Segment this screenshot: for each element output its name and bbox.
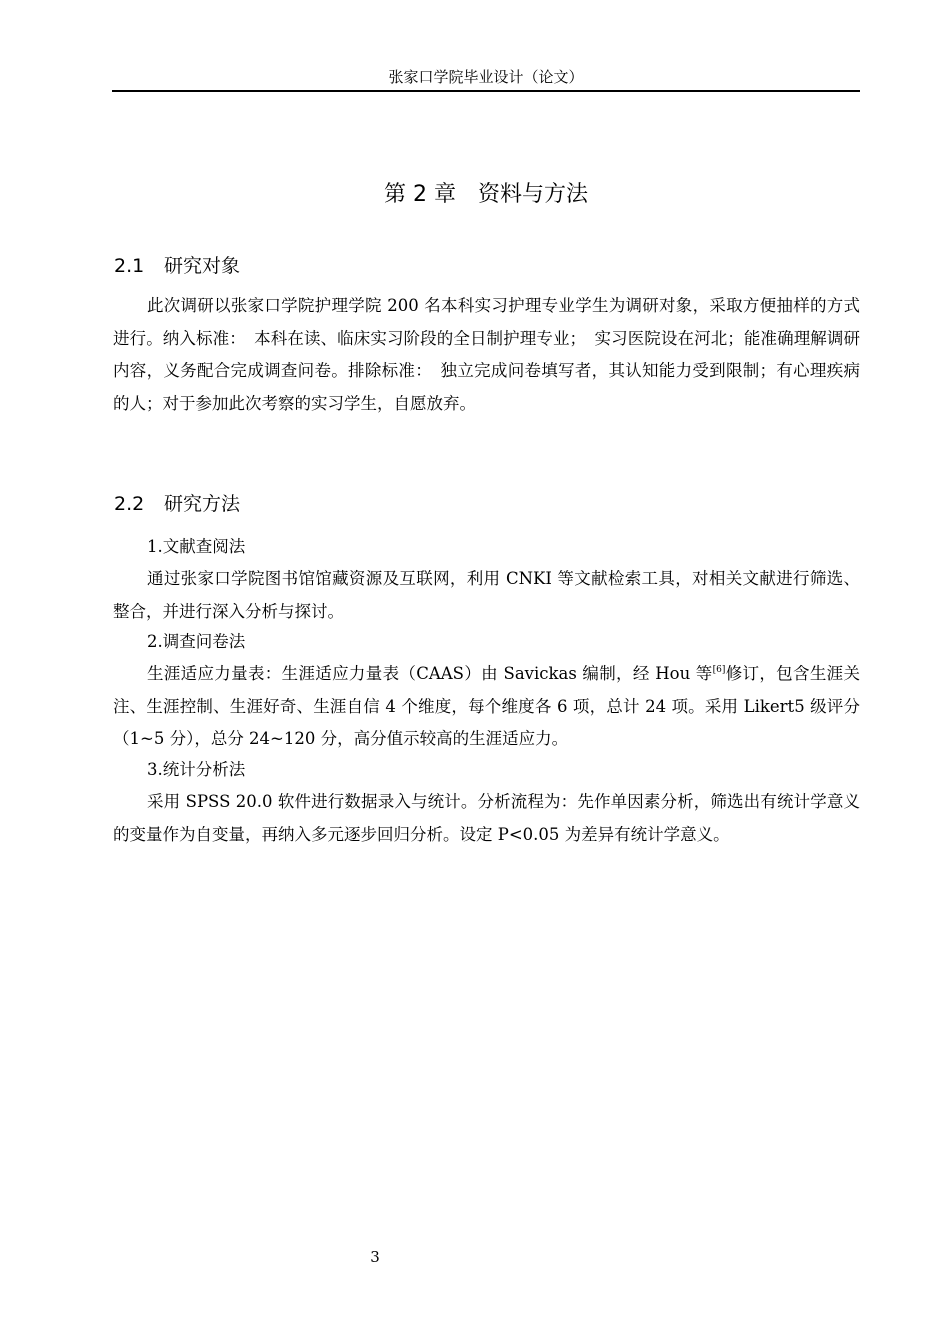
section-title: 研究对象 (164, 255, 241, 277)
research-subject-paragraph: 此次调研以张家口学院护理学院 200 名本科实习护理专业学生为调研对象，采取方便抽样的方式进行。纳入标准： 本科在读、临床实习阶段的全日制护理专业； 实习医院设在河北；能准确理解调研内容，义务配合完成调查问卷。排除标准： 独立完成问卷填写者，其认知能力受到限制；有心理疾病的人；对于参加此次考察的实习学生，自愿放弃。 (113, 296, 860, 413)
page-header (112, 66, 860, 92)
chapter-title: 第 2 章 资料与方法 (384, 182, 588, 207)
method-3-paragraph: 采用 SPSS 20.0 软件进行数据录入与统计。分析流程为：先作单因素分析，筛选出有统计学意义的变量作为自变量，再纳入多元逐步回归分析。设定 P<0.05 为差异有统计学意义。 (113, 792, 860, 844)
section-number: 2.1 (114, 255, 145, 277)
section-heading-2-2 (114, 489, 240, 519)
section-heading-2-1 (114, 251, 240, 281)
header-title: 张家口学院毕业设计（论文） (388, 68, 584, 86)
method-3-heading: 3.统计分析法 (147, 760, 246, 779)
page-number: 3 (370, 1248, 380, 1266)
method-2-paragraph (113, 658, 860, 756)
section-title: 研究方法 (164, 493, 241, 515)
method-2-heading: 2.调查问卷法 (147, 632, 246, 651)
method-1-heading: 1.文献查阅法 (147, 537, 246, 556)
citation-ref: [6] (712, 665, 726, 675)
section-number: 2.2 (114, 493, 145, 515)
method-1-paragraph: 通过张家口学院图书馆馆藏资源及互联网，利用 CNKI 等文献检索工具，对相关文献进行筛选、整合，并进行深入分析与探讨。 (113, 569, 860, 621)
method-2-text-after-citation: 修订，包含生涯关注、生涯控制、生涯好奇、生涯自信 4 个维度，每个维度各 6 项，总计 24 项。采用 Likert5 级评分（1~5 分），总分 24~120 分，高分值示较高的生涯适应力。 (113, 664, 860, 748)
method-2-text-before-citation: 生涯适应力量表：生涯适应力量表（CAAS）由 Savickas 编制，经 Hou 等 (147, 664, 713, 683)
